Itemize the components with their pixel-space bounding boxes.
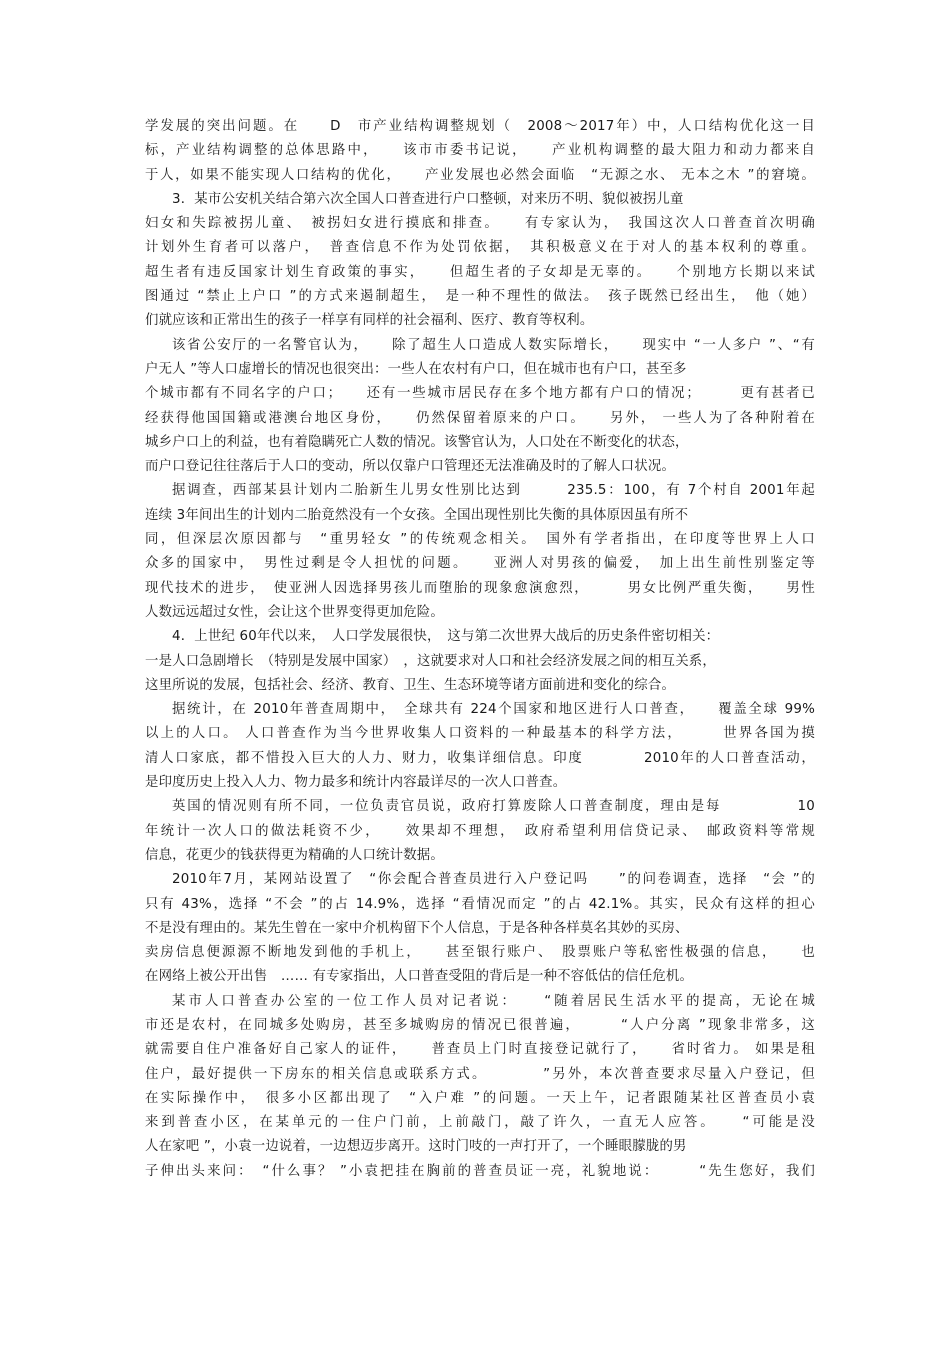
text-line: 而户口登记往往落后于人口的变动，所以仅靠户口管理还无法准确及时的了解人口状况。 <box>145 459 676 475</box>
text-line: 众多的国家中， 男性过剩是令人担忧的问题。 亚洲人对男孩的偏爱， 加上出生前性别鉴定等 <box>145 556 815 572</box>
text-line: 市还是农村，在同城多处购房，甚至多城购房的情况已很普遍， “人户分离 ”现象非常多，这 <box>145 1017 815 1033</box>
text-line: 信息，花更少的钱获得更为精确的人口统计数据。 <box>145 847 444 863</box>
text-line: 是印度历史上投入人力、物力最多和统计内容最详尽的一次人口普查。 <box>145 775 567 791</box>
text-line: 据统计，在 2010年普查周期中， 全球共有 224个国家和地区进行人口普查， 覆盖全球 99% <box>172 702 815 718</box>
text-line: 清人口家底，都不惜投入巨大的人力、财力，收集详细信息。印度 2010年的人口普查活动， <box>145 750 815 766</box>
text-line: 人数远远超过女性，会让这个世界变得更加危险。 <box>145 604 444 620</box>
document-body <box>145 115 815 1184</box>
text-line: 该省公安厅的一名警官认为， 除了超生人口造成人数实际增长， 现实中 “一人多户 ”、“有 <box>172 337 815 353</box>
text-line: 来到普查小区，在某单元的一住户门前，上前敲门，敲了许久，一直无人应答。 “可能是没 <box>145 1115 815 1131</box>
text-line: 学发展的突出问题。在 D 市产业结构调整规划（ 2008～2017年）中，人口结构优化这一目 <box>145 119 815 134</box>
text-line: 户无人 ”等人口虚增长的情况也很突出：一些人在农村有户口，但在城市也有户口，甚至多 <box>145 361 687 377</box>
text-line: 标，产业结构调整的总体思路中， 该市市委书记说， 产业机构调整的最大阻力和动力都来自 <box>145 143 815 159</box>
text-line: 在网络上被公开出售 …… 有专家指出，人口普查受阻的背后是一种不容低估的信任危机。 <box>145 969 694 985</box>
text-line: 3．某市公安机关结合第六次全国人口普查进行户口整顿，对来历不明、貌似被拐儿童 <box>172 191 684 207</box>
text-line: 妇女和失踪被拐儿童、 被拐妇女进行摸底和排查。 有专家认为， 我国这次人口普查首次明确 <box>145 216 815 232</box>
text-line: 住户，最好提供一下房东的相关信息或联系方式。 ”另外，本次普查要求尽量入户登记，但 <box>145 1066 815 1082</box>
text-line: 4．上世纪 60年代以来， 人口学发展很快， 这与第二次世界大战后的历史条件密切相关： <box>172 629 720 645</box>
text-line: 同，但深层次原因都与 “重男轻女 ”的传统观念相关。 国外有学者指出，在印度等世界上人口 <box>145 532 815 548</box>
text-line: 个城市都有不同名字的户口； 还有一些城市居民存在多个地方都有户口的情况； 更有甚者已 <box>145 386 815 402</box>
text-line: 经获得他国国籍或港澳台地区身份， 仍然保留着原来的户口。 另外， 一些人为了各种附着在 <box>145 410 815 426</box>
text-line: 城乡户口上的利益，也有着隐瞒死亡人数的情况。该警官认为，人口处在不断变化的状态， <box>145 434 689 450</box>
text-line: 在实际操作中， 很多小区都出现了 “入户难 ”的问题。一天上午，记者跟随某社区普查员小袁 <box>145 1090 815 1106</box>
text-line: 英国的情况则有所不同，一位负责官员说，政府打算废除人口普查制度，理由是每 10 <box>172 799 815 815</box>
text-line: 子伸出头来问： “什么事？ ”小袁把挂在胸前的普查员证一亮，礼貌地说： “先生您好，我们 <box>145 1163 815 1179</box>
text-line: 连续 3年间出生的计划内二胎竟然没有一个女孩。全国出现性别比失衡的具体原因虽有所不 <box>145 507 689 523</box>
text-line: 就需要自住户准备好自己家人的证件， 普查员上门时直接登记就行了， 省时省力。 如果是租 <box>145 1042 815 1058</box>
text-line: 图通过 “禁止上户口 ”的方式来遏制超生， 是一种不理性的做法。 孩子既然已经出生， 他（她） <box>145 289 815 305</box>
text-line: 不是没有理由的。某先生曾在一家中介机构留下个人信息，于是各种各样莫名其妙的买房、 <box>145 920 689 936</box>
text-line: 于人，如果不能实现人口结构的优化， 产业发展也必然会面临 “无源之水、 无本之木 ”的窘境。 <box>145 167 815 183</box>
text-line: 卖房信息便源源不断地发到他的手机上， 甚至银行账户、 股票账户等私密性极强的信息， 也 <box>145 945 815 961</box>
text-line: 计划外生育者可以落户， 普查信息不作为处罚依据， 其积极意义在于对人的基本权利的尊重。 <box>145 240 815 256</box>
text-line: 以上的人口。 人口普查作为当今世界收集人口资料的一种最基本的科学方法， 世界各国为摸 <box>145 726 815 742</box>
text-line: 一是人口急剧增长 （特别是发展中国家） ，这就要求对人口和社会经济发展之间的相互关系， <box>145 653 716 669</box>
text-line: 现代技术的进步， 使亚洲人因选择男孩儿而堕胎的现象愈演愈烈， 男女比例严重失衡， 男性 <box>145 580 815 596</box>
text-line: 只有 43%，选择 “不会 ”的占 14.9%，选择 “看情况而定 ”的占 42.1%。其实，民众有这样的担心 <box>145 896 815 912</box>
text-line: 这里所说的发展，包括社会、经济、教育、卫生、生态环境等诸方面前进和变化的综合。 <box>145 677 676 693</box>
text-line: 某市人口普查办公室的一位工作人员对记者说： “随着居民生活水平的提高，无论在城 <box>172 993 815 1009</box>
text-line: 们就应该和正常出生的孩子一样享有同样的社会福利、医疗、教育等权利。 <box>145 313 594 329</box>
text-line: 据调查，西部某县计划内二胎新生儿男女性别比达到 235.5：100，有 7个村自 2001年起 <box>172 483 815 499</box>
text-line: 人在家吧 ”，小袁一边说着，一边想迈步离开。这时门吱的一声打开了，一个睡眼朦胧的男 <box>145 1139 687 1155</box>
text-line: 年统计一次人口的做法耗资不少， 效果却不理想， 政府希望利用信贷记录、 邮政资料等常规 <box>145 823 815 839</box>
text-line: 2010年7月，某网站设置了 “你会配合普查员进行入户登记吗 ”的问卷调查，选择 “会 ”的 <box>172 872 815 888</box>
text-line: 超生者有违反国家计划生育政策的事实， 但超生者的子女却是无辜的。 个别地方长期以来试 <box>145 264 815 280</box>
